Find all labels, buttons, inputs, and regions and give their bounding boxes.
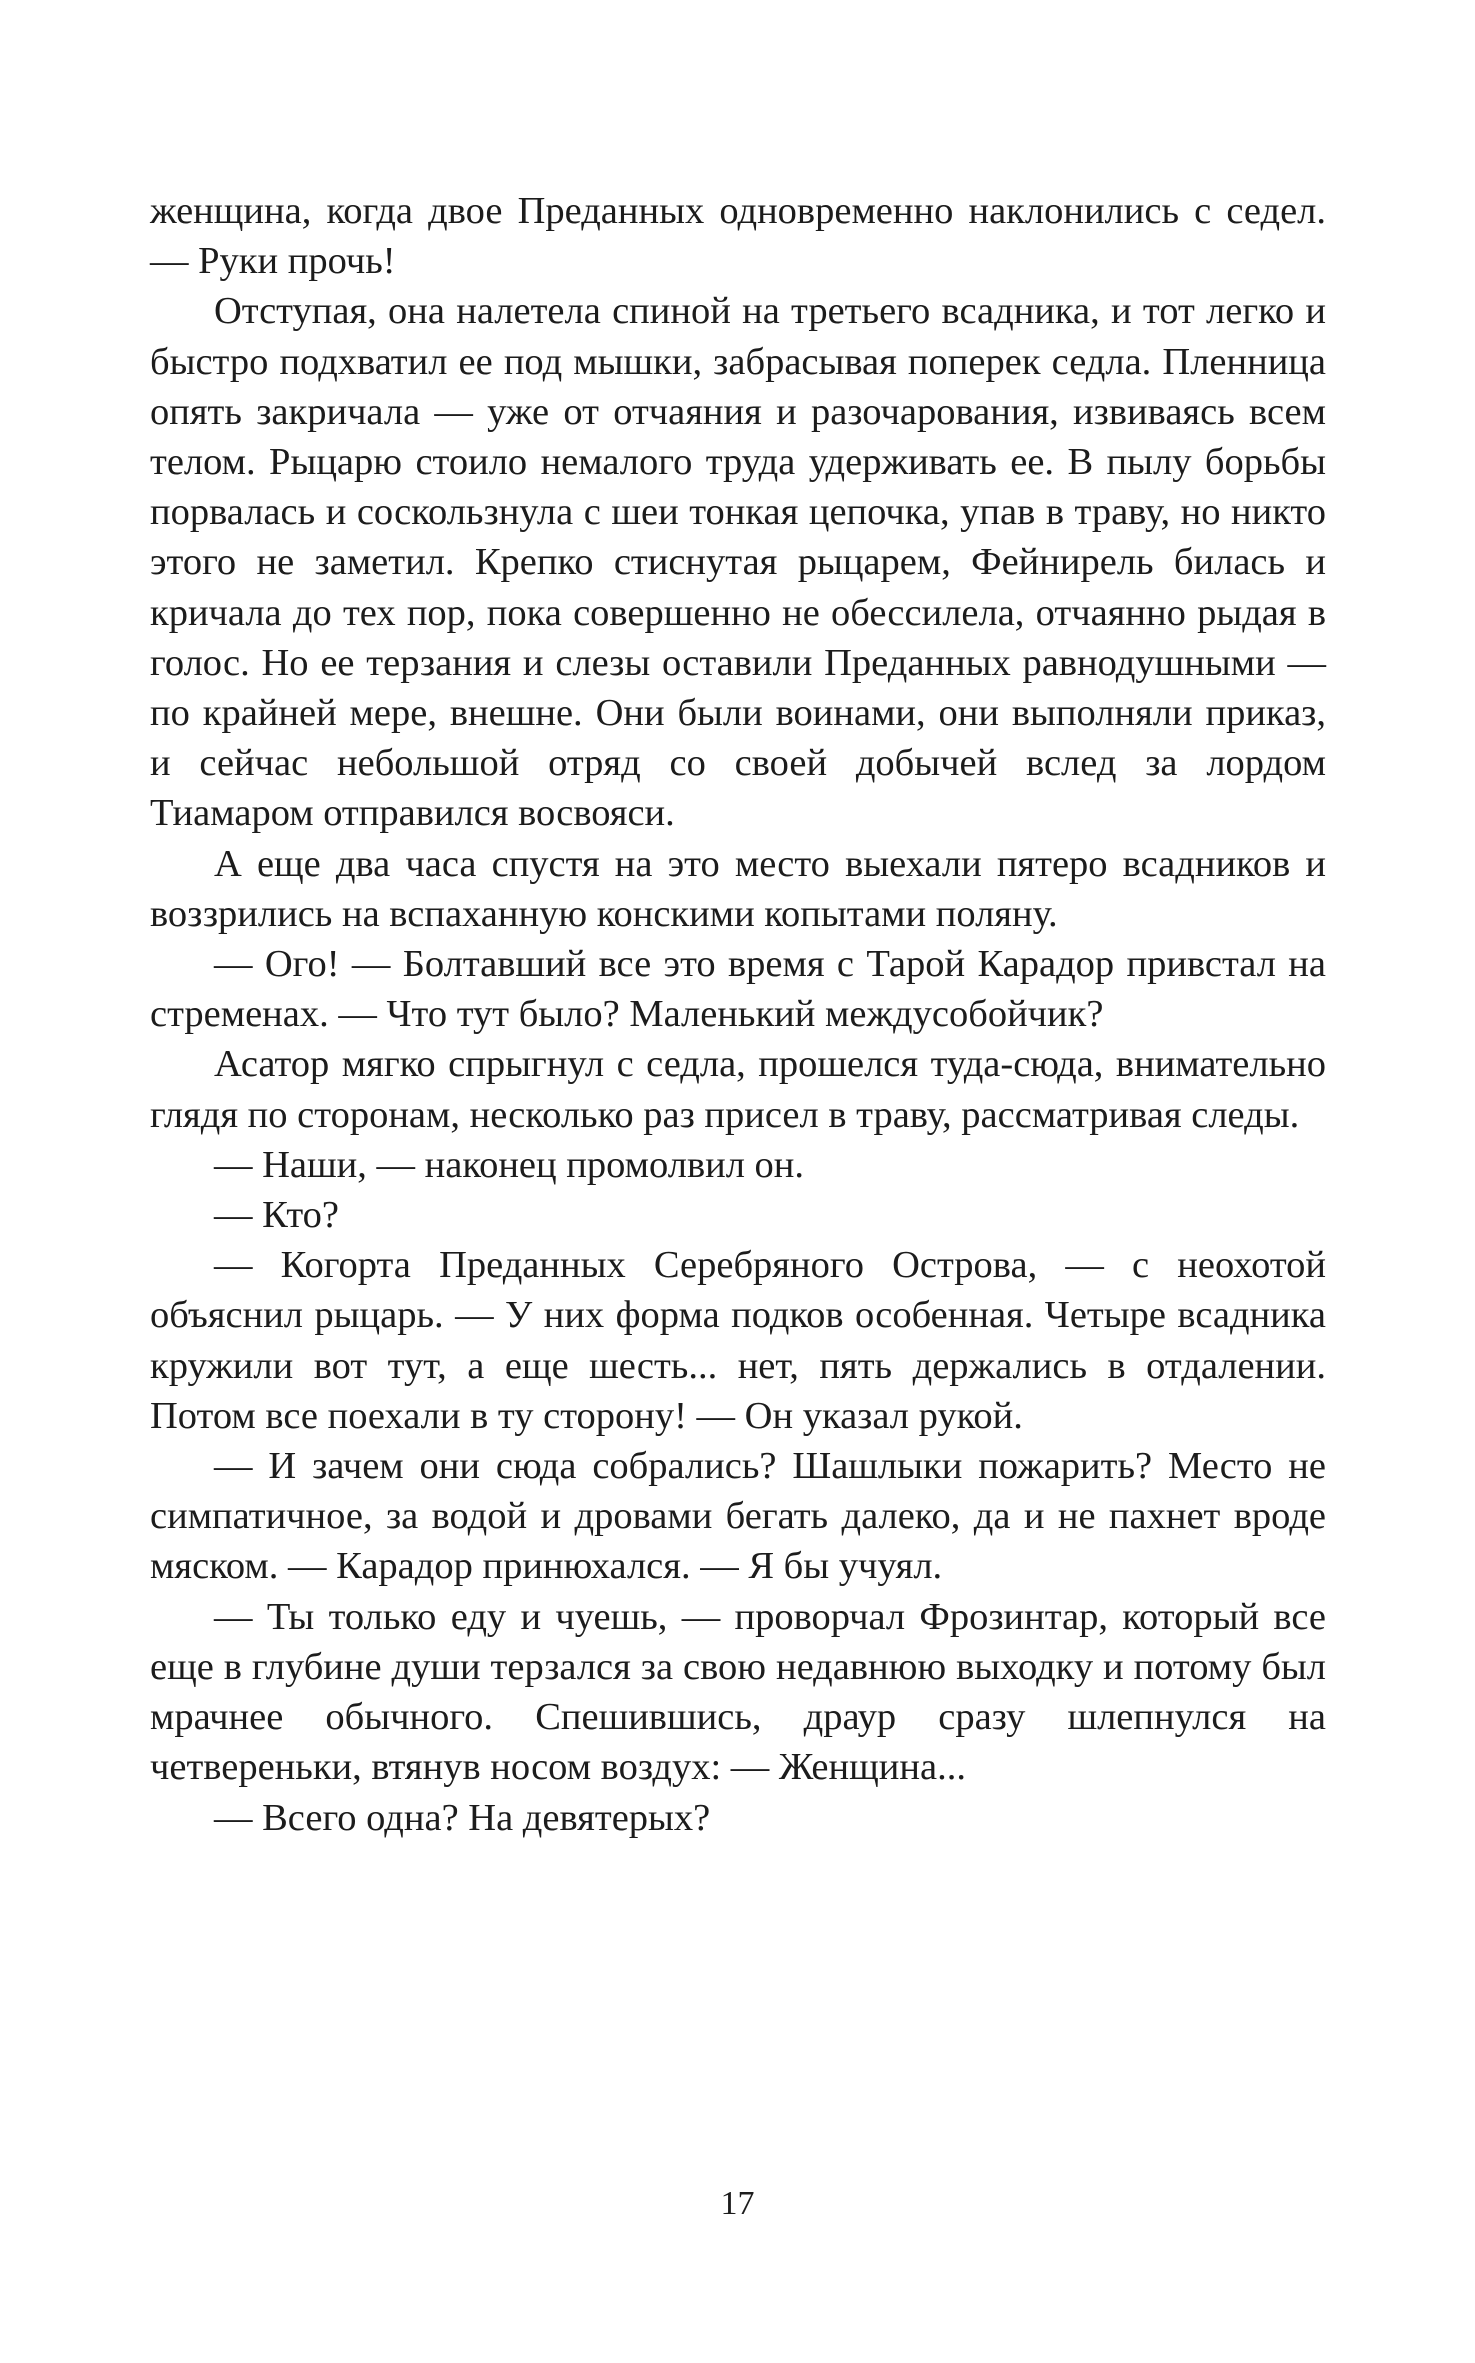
paragraph: — Ты только еду и чуешь, — проворчал Фрозинтар, который все еще в глубине души терзался за свою недавнюю выходку и потому был мрачнее обычного. Спешившись, драур сразу шлепнулся на четвереньки, втянув носом воздух: — Женщина... [150,1595,1326,1789]
paragraph: — Наши, — наконец промолвил он. [214,1143,805,1186]
paragraph: Отступая, она налетела спиной на третьего всадника, и тот легко и быстро подхватил ее под мышки, забрасывая поперек седла. Пленница опять закричала — уже от отчаяния и разочарования, извиваясь всем телом. Рыцарю стоило немалого труда удерживать ее. В пылу борьбы порвалась и соскользнула с шеи тонкая цепочка, упав в траву, но никто этого не заметил. Крепко стиснутая рыцарем, Фейнирель билась и кричала до тех пор, пока совершенно не обессилела, отчаянно рыдая в голос. Но ее терзания и слезы оставили Преданных равнодушными — по крайней мере, внешне. Они были воинами, они выполняли приказ, и сейчас небольшой отряд со своей добычей вслед за лордом Тиамаром отправился восвояси. [150,290,1326,835]
paragraph: Асатор мягко спрыгнул с седла, прошелся туда-сюда, внимательно глядя по сторонам, несколько раз присел в траву, рассматривая следы. [150,1043,1326,1136]
paragraph: — Ого! — Болтавший все это время с Тарой Карадор привстал на стременах. — Что тут было? Маленький междусобойчик? [150,943,1326,1036]
paragraph: женщина, когда двое Преданных одновременно наклонились с седел. — Руки прочь! [150,190,1326,283]
paragraph: — Когорта Преданных Серебряного Острова, — с неохотой объяснил рыцарь. — У них форма подков особенная. Четыре всадника кружили вот тут, а еще шесть... нет, пять держались в отдалении. Потом все поехали в ту сторону! — Он указал рукой. [150,1244,1326,1437]
paragraph: — Кто? [214,1194,339,1237]
page-body [150,186,1326,1843]
paragraph: — Всего одна? На девятерых? [214,1796,711,1839]
paragraph: А еще два часа спустя на это место выехали пятеро всадников и воззрились на вспаханную конскими копытами поляну. [150,842,1326,935]
paragraph: — И зачем они сюда собрались? Шашлыки пожарить? Место не симпатичное, за водой и дровами бегать далеко, да и не пахнет вроде мяском. — Карадор принюхался. — Я бы учуял. [150,1445,1326,1588]
page-number: 17 [720,2185,755,2222]
